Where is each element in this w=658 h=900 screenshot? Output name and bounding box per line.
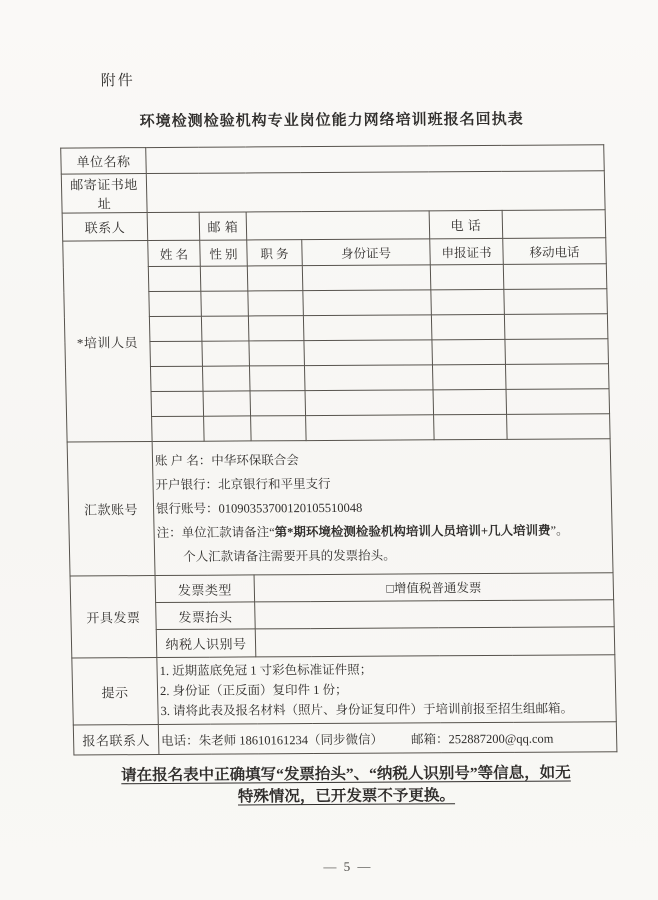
trainee-empty-cell (504, 314, 608, 340)
attachment-label: 附件 (100, 73, 135, 90)
trainee-empty-cell (149, 291, 202, 316)
registration-contact-cell (158, 722, 617, 755)
tips-content-cell (157, 655, 616, 725)
phone-label: 电 话 (429, 210, 503, 238)
registration-contact-email: 邮箱：252887200@qq.com (410, 731, 554, 746)
registration-contact-row (73, 722, 617, 755)
trainee-empty-cell (248, 316, 304, 341)
trainee-empty-cell (200, 266, 248, 291)
trainee-empty-cell (151, 391, 204, 416)
trainee-empty-cell (306, 415, 435, 441)
trainee-empty-cell (150, 341, 203, 366)
trainee-empty-cell (430, 264, 504, 289)
trainee-empty-cell (304, 340, 433, 366)
trainee-empty-cell (431, 314, 505, 339)
remittance-note-prefix: 注：单位汇款请备注“ (156, 524, 275, 540)
taxpayer-id-label: 纳税人识别号 (156, 629, 256, 658)
invoice-label: 开具发票 (70, 576, 157, 659)
registration-contact-phone: 电话：朱老师 18610161234（同步微信） (160, 732, 384, 748)
trainee-col-gender: 性 别 (200, 240, 248, 266)
trainees-label: *培训人员 (63, 241, 152, 442)
trainee-col-name: 姓 名 (148, 240, 201, 266)
invoice-type-value: □增值税普通发票 (254, 573, 614, 602)
trainee-empty-cell (303, 290, 432, 316)
trainee-empty-cell (505, 339, 609, 365)
remittance-details-cell (152, 439, 613, 576)
contact-row (62, 210, 606, 241)
unit-name-row (61, 145, 605, 174)
trainee-empty-cell (150, 366, 203, 391)
trainee-empty-cell (431, 289, 505, 314)
trainee-empty-cell (204, 416, 252, 441)
trainee-empty-cell (249, 366, 305, 391)
taxpayer-id-value-cell (255, 627, 615, 657)
page-title: 环境检测检验机构专业岗位能力网络培训班报名回执表 (139, 111, 524, 131)
trainee-empty-cell (305, 390, 434, 416)
trainee-empty-cell (201, 316, 249, 341)
trainee-empty-cell (248, 291, 304, 316)
invoice-title-label: 发票抬头 (156, 602, 256, 630)
trainee-empty-cell (432, 339, 506, 364)
trainee-empty-cell (504, 289, 608, 315)
invoice-type-label: 发票类型 (155, 575, 255, 603)
trainee-empty-cell (507, 414, 611, 440)
mail-address-label: 邮寄证书地址 (61, 174, 147, 214)
email-value-cell (246, 211, 430, 240)
trainee-col-certificate: 申报证书 (430, 238, 504, 264)
contact-name-value-cell (147, 212, 200, 240)
remittance-label: 汇款账号 (67, 442, 155, 577)
remittance-note-line1 (156, 518, 610, 545)
trainee-col-mobile: 移动电话 (503, 238, 607, 265)
trainee-empty-cell (303, 315, 432, 341)
trainee-empty-cell (202, 341, 250, 366)
trainee-empty-cell (203, 391, 251, 416)
trainee-empty-cell (302, 265, 431, 291)
trainee-empty-cell (152, 416, 205, 441)
trainee-empty-cell (434, 414, 508, 439)
trainee-empty-cell (251, 416, 307, 441)
mail-address-value-cell (146, 171, 605, 213)
remittance-note-line2: 个人汇款请备注需要开具的发票抬头。 (182, 548, 396, 564)
registration-form-table (60, 144, 617, 755)
trainee-empty-cell (202, 366, 250, 391)
phone-value-cell (502, 210, 606, 239)
trainee-empty-cell (503, 264, 607, 290)
trainee-empty-cell (505, 364, 609, 390)
trainee-empty-cell (250, 391, 306, 416)
trainee-empty-cell (149, 316, 202, 341)
trainee-empty-cell (201, 291, 249, 316)
trainee-col-duty: 职 务 (247, 240, 303, 266)
remittance-note-bold: 第*期环境检测检验机构培训人员培训+几人培训费 (274, 523, 551, 539)
tip-item: 1. 近期蓝底免冠 1 寸彩色标准证件照； (159, 662, 373, 678)
email-label: 邮 箱 (199, 212, 247, 240)
trainee-empty-cell (433, 389, 507, 414)
footer-note-line1: 请在报名表中正确填写“发票抬头”、“纳税人识别号”等信息，如无 (120, 764, 571, 785)
remittance-account-number: 银行账号：01090353700120105510048 (155, 500, 363, 516)
invoice-title-value-cell (255, 600, 615, 629)
trainee-empty-cell (247, 266, 303, 291)
tip-item: 2. 身份证（正反面）复印件 1 份； (159, 682, 348, 698)
contact-label: 联系人 (62, 213, 148, 242)
remittance-note-suffix: ”。 (550, 522, 569, 538)
mail-address-row (61, 171, 605, 213)
remittance-row (67, 439, 613, 576)
trainee-empty-cell (304, 365, 433, 391)
page-number: — 5 — (323, 858, 373, 874)
footer-note-line2: 特殊情况，已开发票不予更换。 (237, 787, 456, 806)
trainee-empty-cell (249, 341, 305, 366)
remittance-account-name: 账 户 名：中华环保联合会 (154, 452, 299, 468)
tips-row (72, 655, 616, 725)
trainee-header-row (63, 238, 607, 267)
trainee-empty-cell (506, 389, 610, 415)
tips-label: 提示 (72, 658, 158, 726)
tip-item: 3. 请将此表及报名材料（照片、身份证复印件）于培训前报至招生组邮箱。 (160, 701, 574, 718)
trainee-col-id-number: 身份证号 (302, 239, 431, 266)
footer-note (46, 762, 647, 811)
registration-contact-label: 报名联系人 (73, 725, 159, 756)
unit-name-label: 单位名称 (61, 148, 147, 175)
unit-name-value-cell (146, 145, 605, 174)
remittance-bank: 开户银行：北京银行和平里支行 (155, 476, 331, 492)
invoice-type-row (70, 573, 614, 603)
trainee-empty-cell (148, 266, 201, 291)
trainee-empty-cell (432, 364, 506, 389)
